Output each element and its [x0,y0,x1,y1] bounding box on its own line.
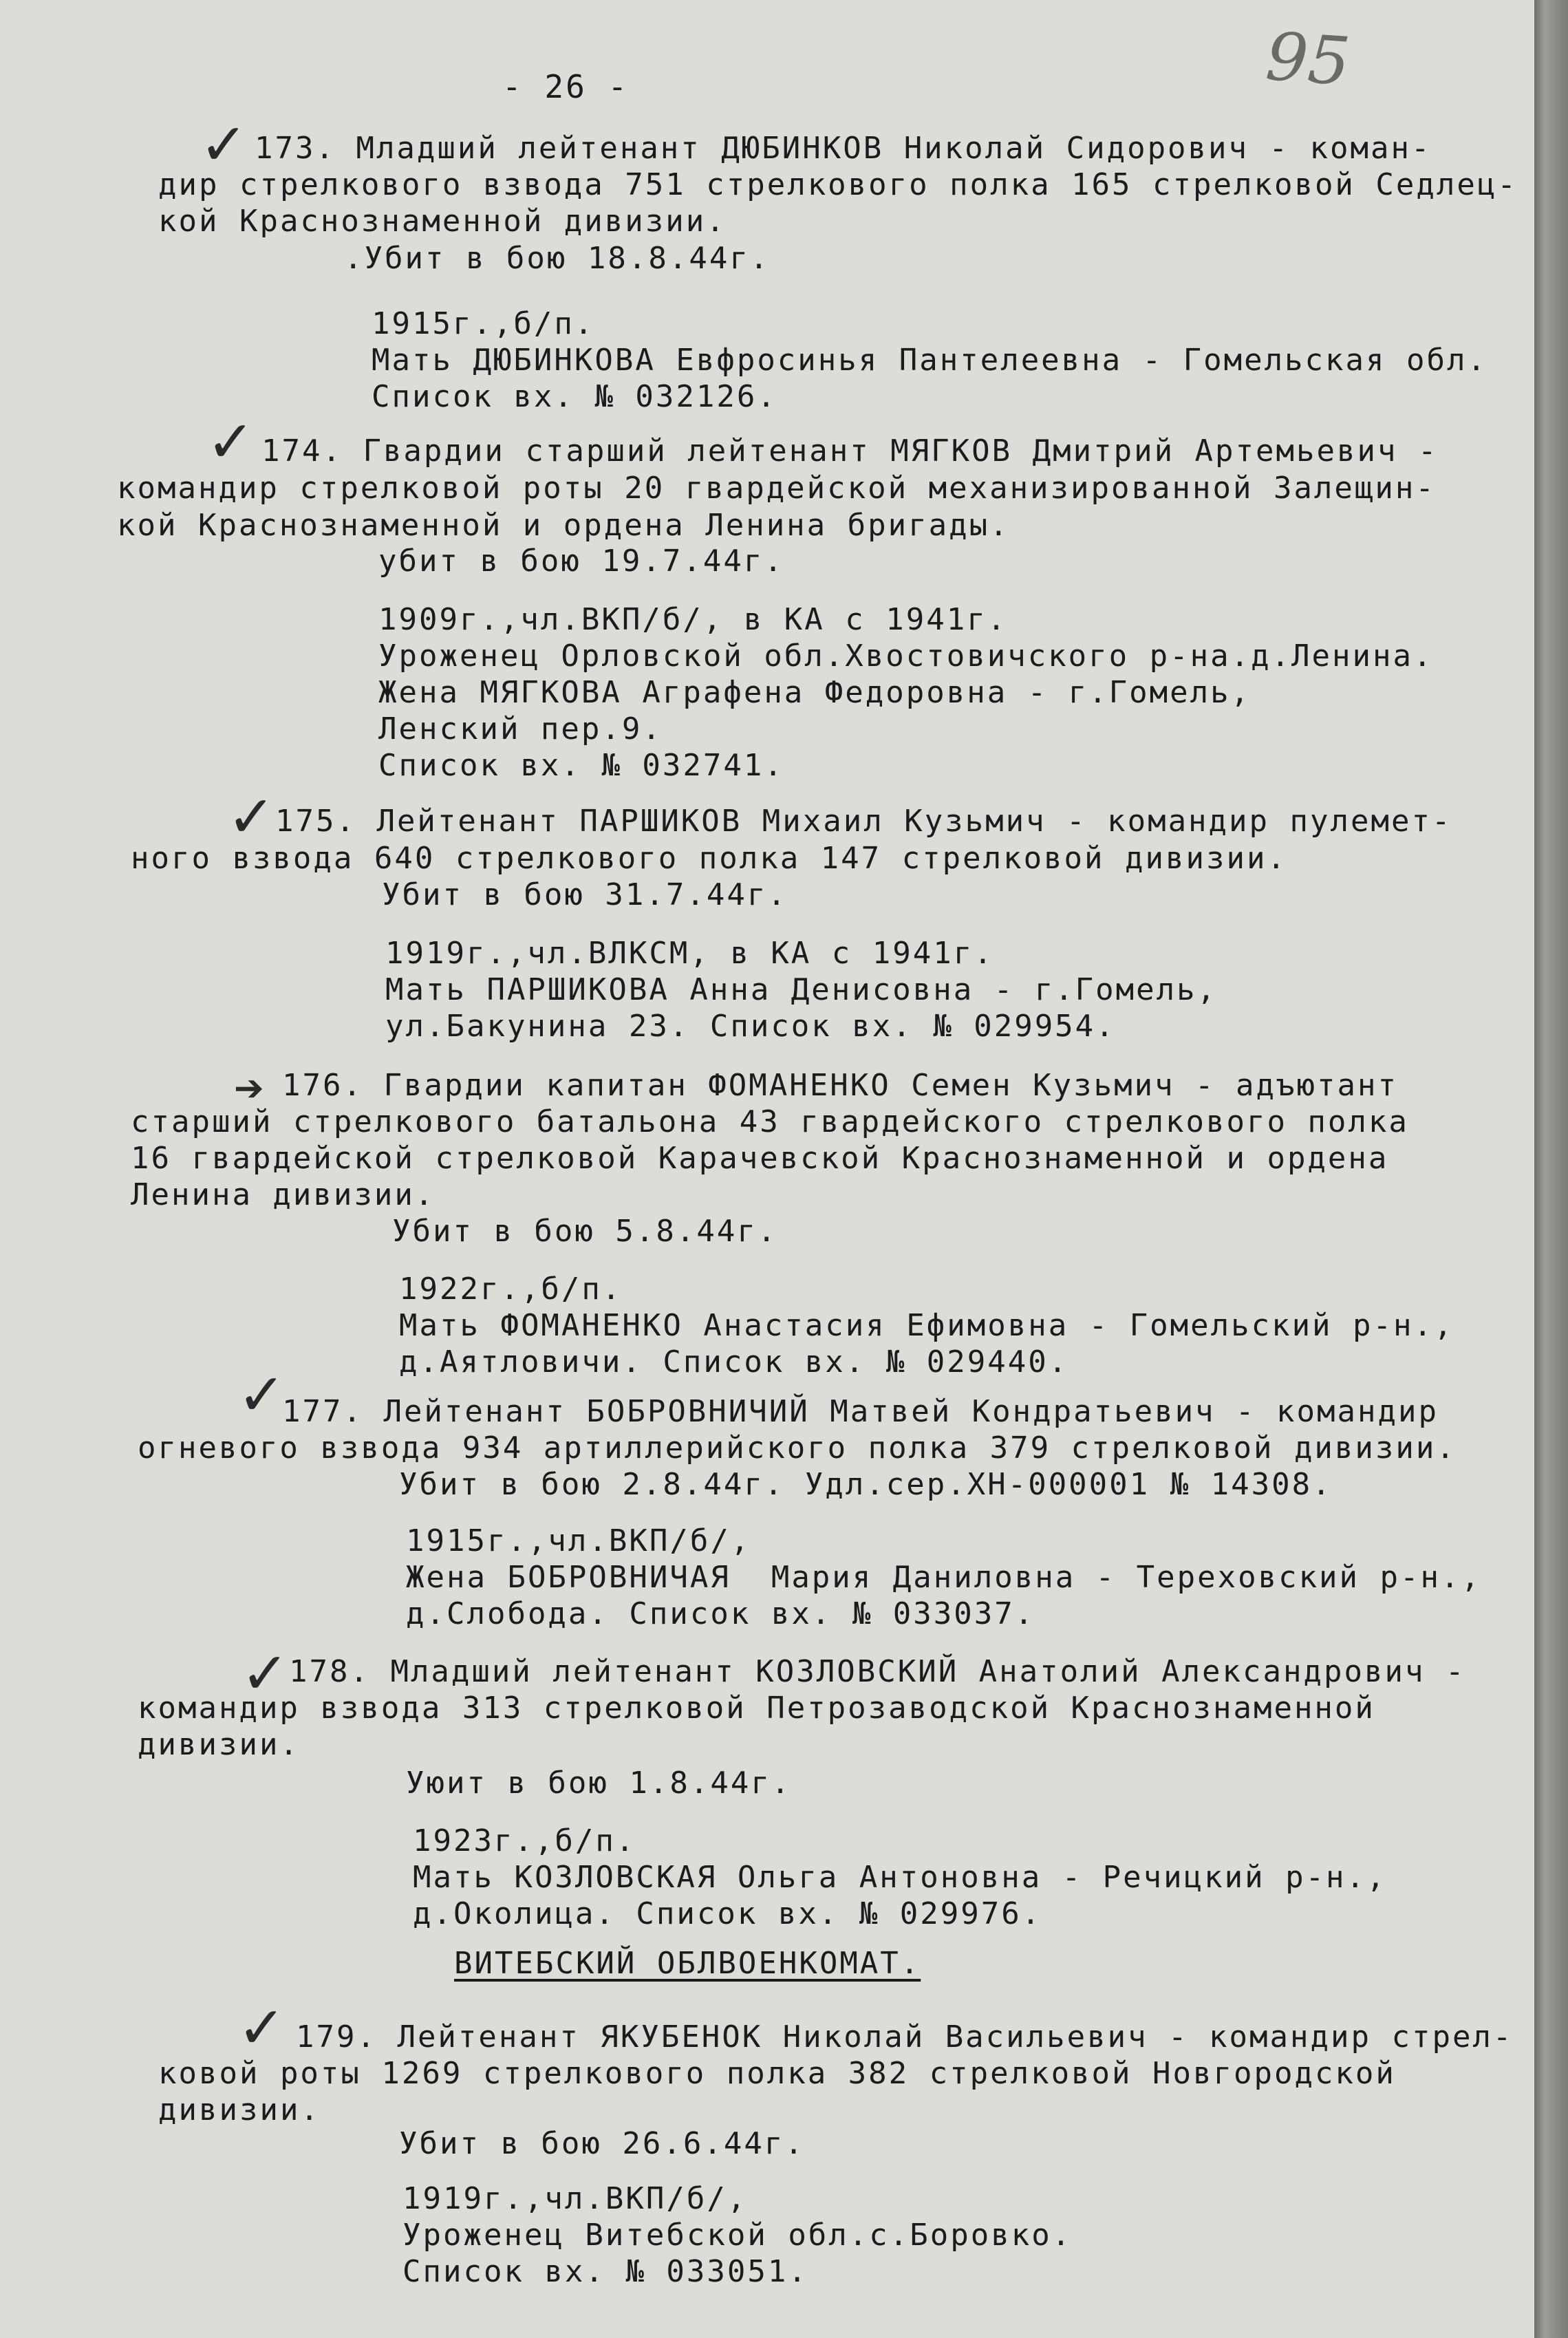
entry-177-line-5: Жена БОБРОВНИЧАЯ Мария Даниловна - Тереховский р-н., [406,1560,1481,1595]
entry-179-line-5: 1919г.,чл.ВКП/б/, [402,2181,748,2216]
entry-176-line-4: Ленина дивизии. [131,1177,436,1212]
entry-178-line-3: дивизии. [138,1727,300,1762]
entry-176-line-8: д.Аятловичи. Список вх. № 029440. [399,1344,1069,1380]
entry-176-line-5: Убит в бою 5.8.44г. [392,1214,778,1249]
entry-179-line-6: Уроженец Витебской обл.с.Боровко. [402,2218,1073,2253]
entry-179-line-1: 179. Лейтенант ЯКУБЕНОК Николай Васильевич - командир стрел- [296,2019,1514,2055]
entry-178-line-7: д.Околица. Список вх. № 029976. [413,1896,1042,1931]
check-mark: ✓ [241,1640,290,1707]
entry-173-line-5: 1915г.,б/п. [372,306,595,341]
entry-173-line-1: 173. Младший лейтенант ДЮБИНКОВ Николай Сидорович - коман- [255,131,1432,166]
entry-175-line-5: Мать ПАРШИКОВА Анна Денисовна - г.Гомель, [385,972,1218,1007]
entry-174-line-1: 174. Гвардии старший лейтенант МЯГКОВ Дмитрий Артемьевич - [261,433,1439,469]
entry-173-line-3: кой Краснознаменной дивизии. [158,204,727,239]
entry-175-line-4: 1919г.,чл.ВЛКСМ, в КА с 1941г. [385,936,994,971]
entry-177-line-4: 1915г.,чл.ВКП/б/, [406,1523,751,1558]
check-mark: ✓ [200,111,248,178]
entry-175-line-2: ного взвода 640 стрелкового полка 147 стрелковой дивизии. [131,841,1287,876]
page-number: - 26 - [502,68,630,105]
section-header: ВИТЕБСКИЙ ОБЛВОЕНКОМАТ. [454,1946,921,1981]
entry-177-line-1: 177. Лейтенант БОБРОВНИЧИЙ Матвей Кондратьевич - командир [282,1394,1439,1429]
entry-178-line-5: 1923г.,б/п. [413,1823,636,1858]
entry-176-line-2: старший стрелкового батальона 43 гвардейского стрелкового полка [131,1104,1409,1139]
archive-page-number: 95 [1263,17,1353,101]
entry-175-line-3: Убит в бою 31.7.44г. [382,877,788,912]
entry-175-line-6: ул.Бакунина 23. Список вх. № 029954. [385,1009,1116,1044]
entry-179-line-4: Убит в бою 26.6.44г. [399,2126,805,2161]
entry-174-line-2: командир стрелковой роты 20 гвардейской механизированной Залещин- [117,471,1436,506]
entry-174-line-7: Жена МЯГКОВА Аграфена Федоровна - г.Гомель, [378,675,1252,710]
entry-178-line-2: командир взвода 313 стрелковой Петрозаводской Краснознаменной [138,1691,1375,1726]
entry-179-line-7: Список вх. № 033051. [402,2254,808,2289]
entry-176-line-7: Мать ФОМАНЕНКО Анастасия Ефимовна - Гомельский р-н., [399,1308,1454,1343]
entry-174-line-4: убит в бою 19.7.44г. [378,544,784,579]
entry-175-line-1: 175. Лейтенант ПАРШИКОВ Михаил Кузьмич - командир пулемет- [275,804,1452,839]
check-mark: ✓ [237,1994,286,2061]
entry-174-line-5: 1909г.,чл.ВКП/б/, в КА с 1941г. [378,602,1008,637]
entry-174-line-3: кой Краснознаменной и ордена Ленина бригады. [117,508,1010,543]
entry-174-line-9: Список вх. № 032741. [378,748,784,783]
entry-174-line-6: Уроженец Орловской обл.Хвостовичского р-на.д.Ленина. [378,639,1434,674]
check-mark: ✓ [227,783,276,850]
entry-173-line-6: Мать ДЮБИНКОВА Евфросинья Пантелеевна - Гомельская обл. [372,343,1488,378]
entry-173-line-7: Список вх. № 032126. [372,379,777,414]
entry-178-line-4: Уюит в бою 1.8.44г. [406,1766,792,1801]
check-mark: ✓ [237,1361,286,1428]
page-edge [1534,0,1568,2338]
entry-177-line-6: д.Слобода. Список вх. № 033037. [406,1596,1035,1631]
entry-179-line-2: ковой роты 1269 стрелкового полка 382 стрелковой Новгородской [158,2056,1396,2091]
entry-179-line-3: дивизии. [158,2092,321,2127]
entry-173-line-2: дир стрелкового взвода 751 стрелкового полка 165 стрелковой Седлец- [158,167,1518,202]
entry-176-line-6: 1922г.,б/п. [399,1272,623,1307]
entry-174-line-8: Ленский пер.9. [378,711,663,747]
entry-176-line-3: 16 гвардейской стрелковой Карачевской Краснознаменной и ордена [131,1141,1389,1176]
check-mark: ✓ [206,408,255,475]
entry-176-line-1: 176. Гвардии капитан ФОМАНЕНКО Семен Кузьмич - адъютант [282,1068,1398,1103]
entry-173-line-4: .Убит в бою 18.8.44г. [344,241,771,276]
entry-178-line-6: Мать КОЗЛОВСКАЯ Ольга Антоновна - Речицкий р-н., [413,1860,1387,1895]
entry-177-line-2: огневого взвода 934 артиллерийского полка 379 стрелковой дивизии. [138,1430,1457,1466]
arrow-mark: ➔ [234,1068,264,1109]
entry-177-line-3: Убит в бою 2.8.44г. Удл.сер.ХН-000001 № 14308. [399,1467,1333,1502]
entry-178-line-1: 178. Младший лейтенант КОЗЛОВСКИЙ Анатолий Александрович - [289,1654,1466,1689]
